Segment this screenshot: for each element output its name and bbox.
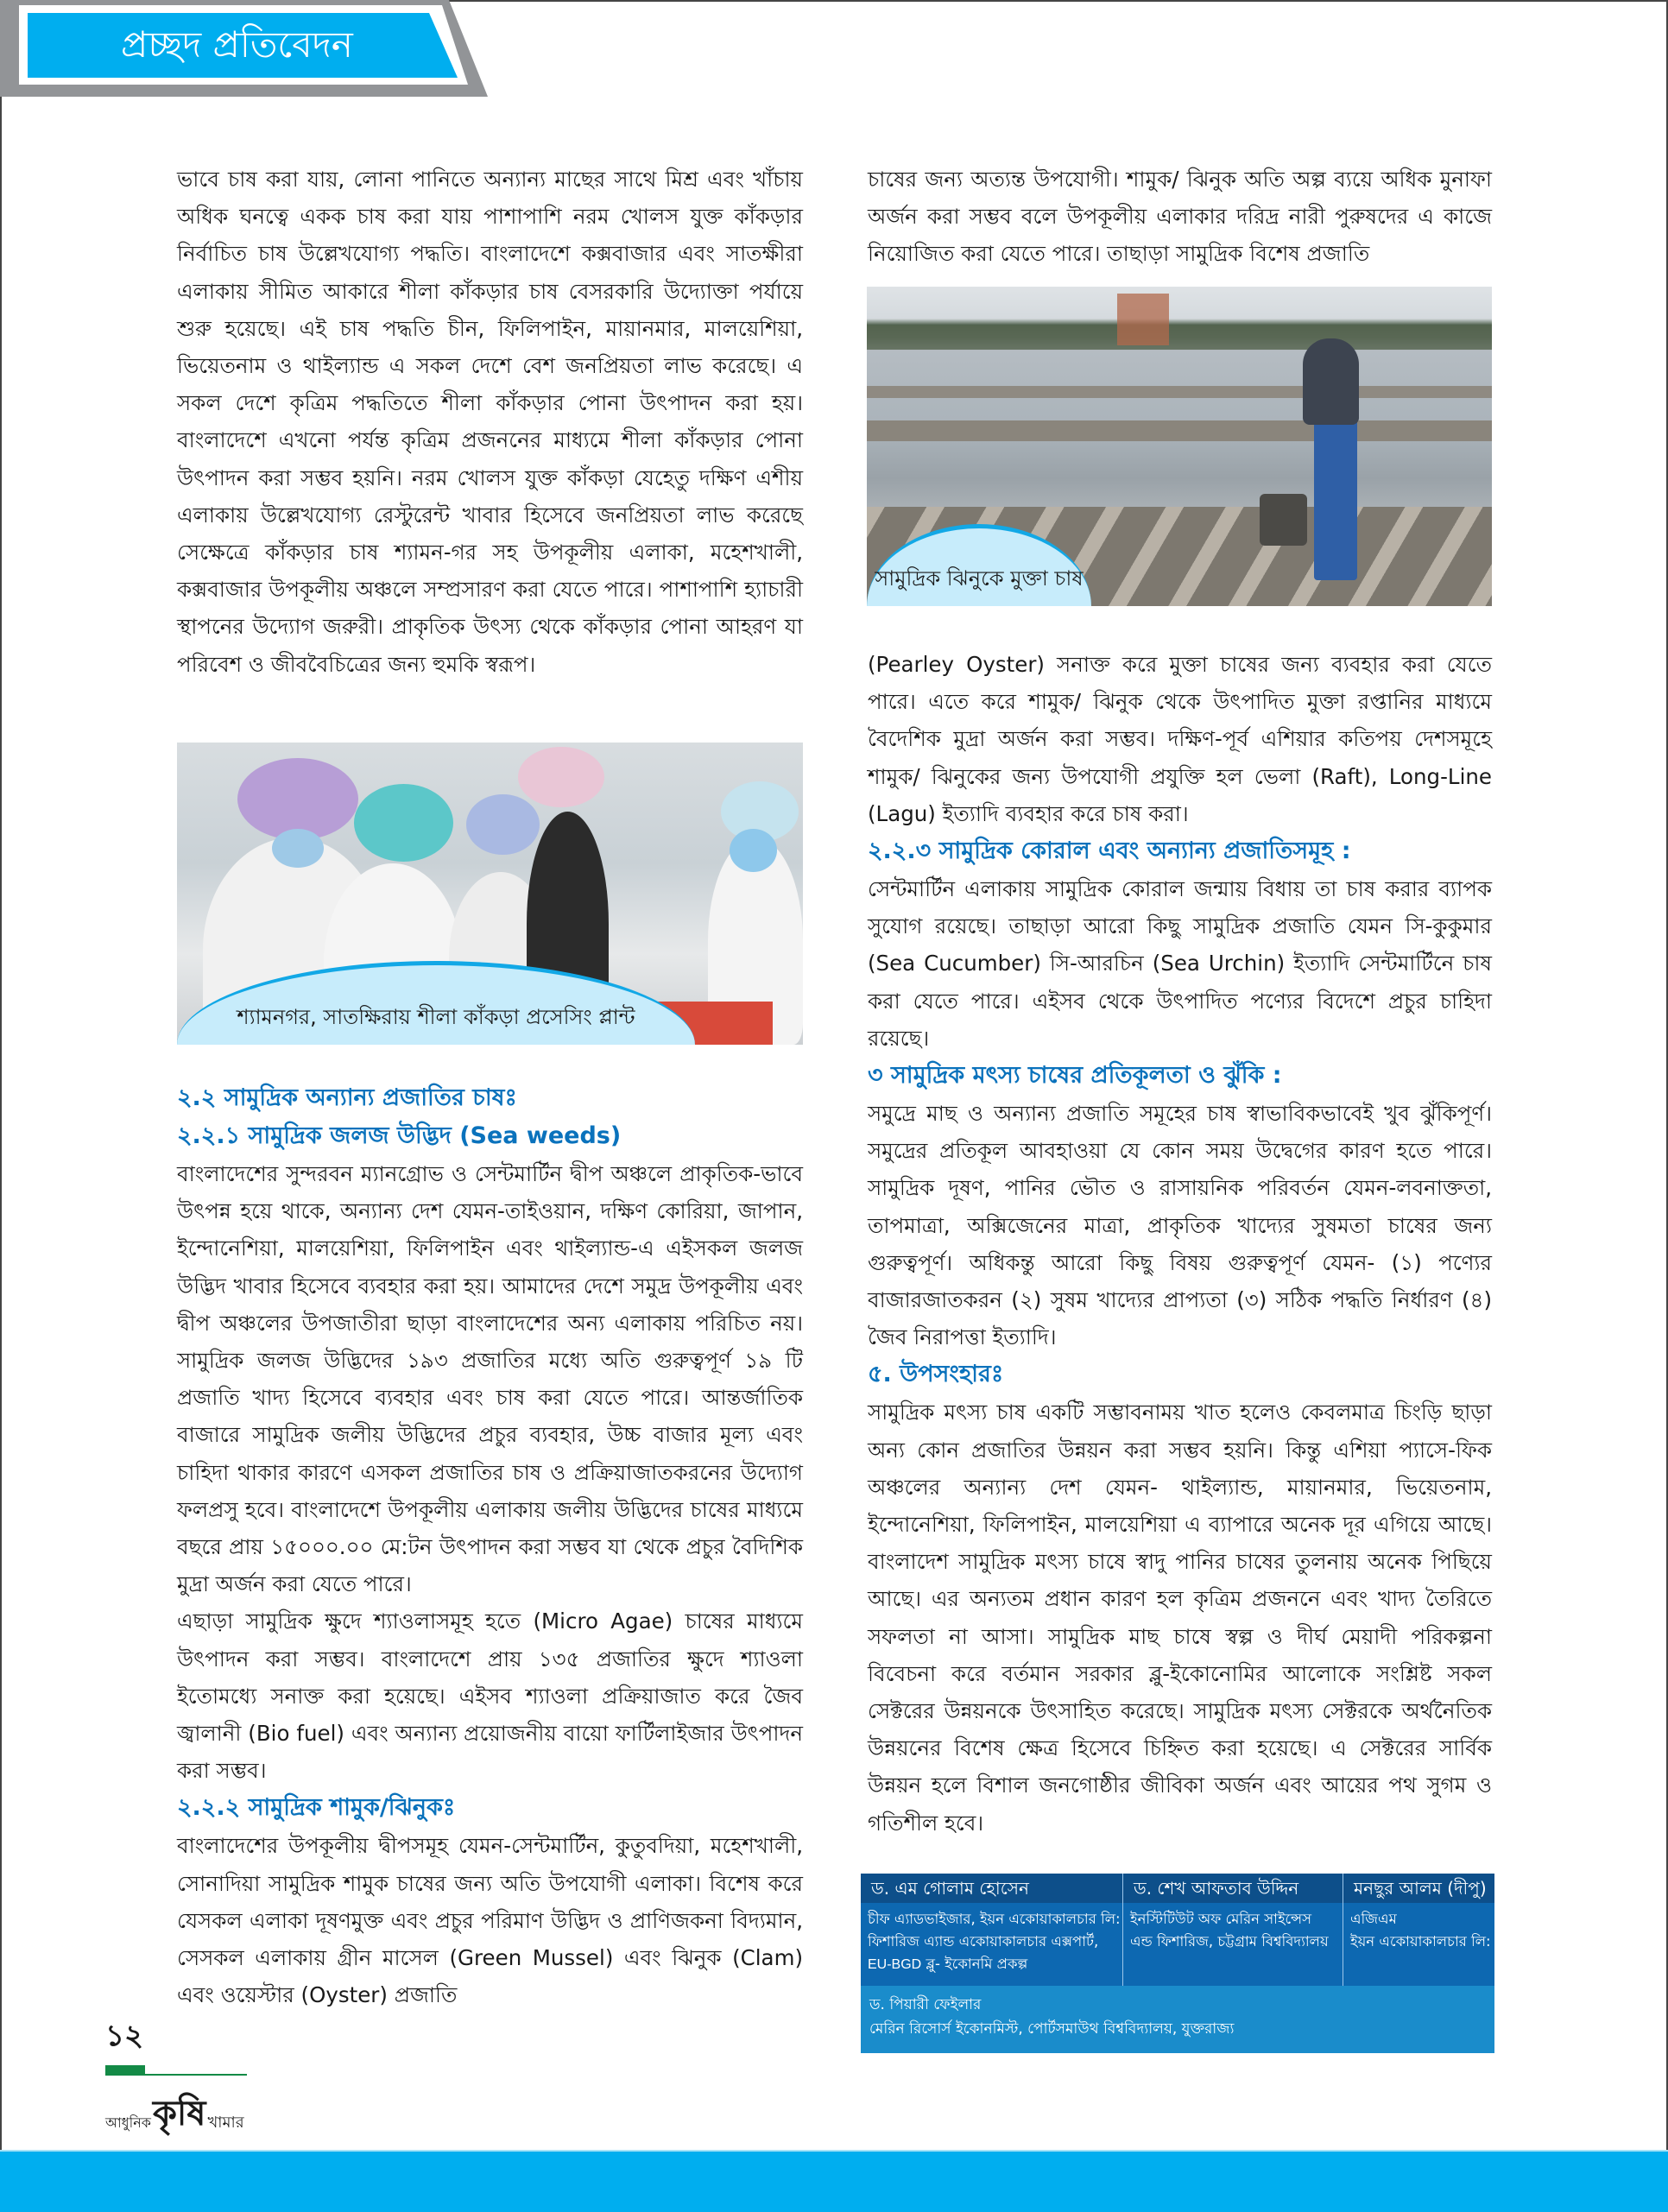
author-role-line: মেরিন রিসোর্স ইকোনমিস্ট, পোর্টসমাউথ বিশ্ববিদ্যালয়, যুক্তরাজ্য bbox=[869, 2020, 1235, 2038]
author-role bbox=[861, 1903, 1123, 1986]
photo-caption: সামুদ্রিক ঝিনুকে মুক্তা চাষ bbox=[875, 566, 1084, 591]
footer-bar bbox=[0, 2150, 1668, 2212]
conclusion-paragraph: সামুদ্রিক মৎস্য চাষ একটি সম্ভাবনাময় খাত হলেও কেবলমাত্র চিংড়ি ছাড়া অন্য কোন প্রজাতির উন্নয়ন করা সম্ভব হয়নি। কিন্তু এশিয়া প্যাসে-ফিক অঞ্চলের অন্যান্য দেশ যেমন- থাইল্যান্ড, মায়ানমার, ভিয়েতনাম, ইন্দোনেশিয়া, ফিলিপাইন, মালয়েশিয়া এ ব্যাপারে অনেক দূর এগিয়ে আছে। বাংলাদেশ সামুদ্রিক মৎস্য চাষে স্বাদু পানির চাষের তুলনায় অনেক পিছিয়ে আছে। এর অন্যতম প্রধান কারণ হল কৃত্রিম প্রজননে এবং খাদ্য তৈরিতে সফলতা না আসা। সামুদ্রিক মাছ চাষে স্বল্প ও দীর্ঘ মেয়াদী পরিকল্পনা বিবেচনা করে বর্তমান সরকার ব্লু-ইকোনোমির আলোকে সংশ্লিষ্ট সকল সেক্টরের উন্নয়নকে উৎসাহিত করেছে। সামুদ্রিক মৎস্য সেক্টরকে অর্থনৈতিক উন্নয়নের বিশেষ ক্ষেত্র হিসেবে চিহ্নিত করা হয়েছে। এ সেক্টরের সার্বিক উন্নয়ন হলে বিশাল জনগোষ্ঠীর জীবিকা অর্জন এবং আয়ের পথ সুগম ও গতিশীল হবে। bbox=[868, 1400, 1492, 1836]
page-number-bar bbox=[105, 2065, 145, 2076]
author-name: ড. শেখ আফতাব উদ্দিন bbox=[1123, 1874, 1343, 1903]
ship bbox=[1117, 294, 1169, 345]
section-title: প্রচ্ছদ প্রতিবেদন bbox=[121, 23, 353, 66]
author-fourth-row bbox=[861, 1986, 1494, 2053]
page-number: ১২ bbox=[105, 2019, 144, 2053]
raft-row bbox=[867, 420, 1492, 441]
author-role-line: এন্ড ফিশারিজ, চট্টগ্রাম বিশ্ববিদ্যালয় bbox=[1130, 1933, 1329, 1950]
seaweed-paragraph-1: বাংলাদেশের সুন্দরবন ম্যানগ্রোভ ও সেন্টমার্টিন দ্বীপ অঞ্চলে প্রাকৃতিক-ভাবে উৎপন্ন হয়ে থাকে, অন্যান্য দেশ যেমন-তাইওয়ান, দক্ষিণ কোরিয়া, জাপান, ইন্দোনেশিয়া, মালয়েশিয়া, ফিলিপাইন এবং থাইল্যান্ড-এ এইসকল জলজ উদ্ভিদ খাবার হিসেবে ব্যবহার করা হয়। আমাদের দেশে সমুদ্র উপকূলীয় এবং দ্বীপ অঞ্চলের উপজাতীরা ছাড়া বাংলাদেশের অন্য এলাকায় পরিচিত নয়। সামুদ্রিক জলজ উদ্ভিদের ১৯৩ প্রজাতির মধ্যে অতি গুরুত্বপূর্ণ ১৯ টি প্রজাতি খাদ্য হিসেবে ব্যবহার এবং চাষ করা যেতে পারে। আন্তর্জাতিক বাজারে সামুদ্রিক জলীয় উদ্ভিদের প্রচুর ব্যবহার, উচ্চ বাজার মূল্য এবং চাহিদা থাকার কারণে এসকল প্রজাতির চাষ ও প্রক্রিয়াজাতকরনের উদ্যোগ ফলপ্রসু হবে। বাংলাদেশে উপকূলীয় এলাকায় জলীয় উদ্ভিদের চাষের মাধ্যমে বছরে প্রায় ১৫০০০.০০ মে:টন উৎপাদন করা সম্ভব যা থেকে প্রচুর বৈদিশিক মুদ্রা অর্জন করা যেতে পারে। bbox=[177, 1161, 803, 1597]
author-names-row bbox=[861, 1874, 1494, 1903]
author-role bbox=[1123, 1903, 1343, 1986]
seaweed-paragraph-2: এছাড়া সামুদ্রিক ক্ষুদে শ্যাওলাসমূহ হতে (Micro Agae) চাষের মাধ্যমে উৎপাদন করা সম্ভব। বাংলাদেশে প্রায় ১৩৫ প্রজাতির ক্ষুদে শ্যাওলা ইতোমধ্যে সনাক্ত করা হয়েছে। এইসব শ্যাওলা প্রক্রিয়াজাত করে জৈব জ্বালানী (Bio fuel) এবং অন্যান্য প্রয়োজনীয় বায়ো ফার্টিলাইজার উৎপাদন করা সম্ভব। bbox=[177, 1608, 803, 1784]
page-number-rule bbox=[145, 2074, 247, 2076]
coral-paragraph: সেন্টমার্টিন এলাকায় সামুদ্রিক কোরাল জন্মায় বিধায় তা চাষ করার ব্যাপক সুযোগ রয়েছে। তাছাড়া আরো কিছু সামুদ্রিক প্রজাতি যেমন সি-কুকুমার (Sea Cucumber) সি-আরচিন (Sea Urchin) ইত্যাদি সেন্টমার্টিনে চাষ করা যেতে পারে। এইসব থেকে উৎপাদিত পণ্যের বিদেশে প্রচুর চাহিদা রয়েছে। bbox=[868, 876, 1492, 1051]
left-column-sections bbox=[177, 1079, 803, 2013]
raft-row bbox=[867, 386, 1492, 398]
author-name: ড. পিয়ারী ফেইলার bbox=[869, 1996, 982, 2013]
section-heading-2-2: ২.২ সামুদ্রিক অন্যান্য প্রজাতির চাষঃ bbox=[177, 1084, 517, 1111]
risk-paragraph: সমুদ্রে মাছ ও অন্যান্য প্রজাতি সমূহের চাষ স্বাভাবিকভাবেই খুব ঝুঁকিপূর্ণ। সমুদ্রের প্রতিকূল আবহাওয়া যে কোন সময় উদ্বেগের কারণ হতে পারে। সামুদ্রিক দূষণ, পানির ভৌত ও রাসায়নিক পরিবর্তন যেমন-লবনাক্ততা, তাপমাত্রা, অক্সিজেনের মাত্রা, প্রাকৃতিক খাদ্যের সুষমতা চাষের জন্য গুরুত্বপূর্ণ। অধিকন্তু আরো কিছু বিষয় গুরুত্বপূর্ণ যেমন- (১) পণ্যের বাজারজাতকরন (২) সুষম খাদ্যের প্রাপ্যতা (৩) সঠিক পদ্ধতি নির্ধারণ (৪) জৈব নিরাপত্তা ইত্যাদি। bbox=[868, 1101, 1492, 1350]
logo-prefix: আধুনিক bbox=[105, 2114, 151, 2131]
section-heading-2-2-1: ২.২.১ সামুদ্রিক জলজ উদ্ভিদ (Sea weeds) bbox=[177, 1122, 622, 1149]
hairnet bbox=[466, 794, 540, 855]
right-top-paragraph: চাষের জন্য অত্যন্ত উপযোগী। শামুক/ ঝিনুক অতি অল্প ব্যয়ে অধিক মুনাফা অর্জন করা সম্ভব বলে উপকূলীয় এলাকার দরিদ্র নারী পুরুষদের এ কাজে নিয়োজিত করা যেতে পারে। তাছাড়া সামুদ্রিক বিশেষ প্রজাতি bbox=[868, 167, 1492, 267]
logo-suffix: খামার bbox=[207, 2114, 244, 2132]
author-role-line: ফিশারিজ এ্যান্ড একোয়াকালচার এক্সপার্ট, bbox=[868, 1933, 1099, 1950]
author-name: ড. এম গোলাম হোসেন bbox=[861, 1874, 1123, 1903]
fisherman-jacket bbox=[1303, 338, 1359, 425]
hairnet bbox=[354, 784, 453, 862]
page-border-left bbox=[0, 0, 2, 2210]
right-column-sections bbox=[868, 646, 1492, 1842]
left-column-intro bbox=[177, 161, 803, 683]
author-role-line: এজিএম bbox=[1350, 1911, 1397, 1927]
author-role-line bbox=[868, 1953, 1122, 1976]
logo-main: কৃষি bbox=[152, 2094, 206, 2133]
section-heading-3: ৩ সামুদ্রিক মৎস্য চাষের প্রতিকূলতা ও ঝুঁকি : bbox=[868, 1062, 1282, 1090]
right-column-top bbox=[868, 161, 1492, 273]
author-roles-row bbox=[861, 1903, 1494, 1986]
hairnet bbox=[237, 758, 358, 840]
section-heading-2-2-3: ২.২.৩ সামুদ্রিক কোরাল এবং অন্যান্য প্রজাতিসমূহ : bbox=[868, 837, 1351, 865]
oyster-net-basket bbox=[1260, 494, 1307, 546]
face-mask bbox=[730, 829, 777, 872]
author-role-prefix: EU-BGD bbox=[868, 1957, 922, 1972]
face-mask bbox=[272, 829, 324, 868]
author-role-suffix: ব্লু- ইকোনমি প্রকল্প bbox=[921, 1956, 1028, 1972]
hairnet bbox=[518, 747, 604, 807]
pearl-farming-photo bbox=[867, 287, 1492, 606]
pearl-paragraph: (Pearley Oyster) সনাক্ত করে মুক্তা চাষের জন্য ব্যবহার করা যেতে পারে। এতে করে শামুক/ ঝিনুক থেকে উৎপাদিত মুক্তা রপ্তানির মাধ্যমে বৈদেশিক মুদ্রা অর্জন করা সম্ভব। দক্ষিণ-পূর্ব এশিয়ার কতিপয় দেশসমূহে শামুক/ ঝিনুকের জন্য উপযোগী প্রযুক্তি হল ভেলা (Raft), Long-Line (Lagu) ইত্যাদি ব্যবহার করে চাষ করা। bbox=[868, 652, 1492, 826]
section-heading-2-2-2: ২.২.২ সামুদ্রিক শামুক/ঝিনুকঃ bbox=[177, 1794, 456, 1822]
authors-box bbox=[861, 1874, 1494, 2053]
magazine-logo bbox=[105, 2089, 244, 2133]
mollusc-paragraph: বাংলাদেশের উপকূলীয় দ্বীপসমূহ যেমন-সেন্টমার্টিন, কুতুবদিয়া, মহেশখালী, সোনাদিয়া সামুদ্রিক শামুক চাষের জন্য অতি উপযোগী এলাকা। বিশেষ করে যেসকল এলাকা দূষণমুক্ত এবং প্রচুর পরিমাণ উদ্ভিদ ও প্রাণিজকনা বিদ্যমান, সেসকল এলাকায় গ্রীন মাসেল (Green Mussel) এবং ঝিনুক (Clam) এবং ওয়েস্টার (Oyster) প্রজাতি bbox=[177, 1833, 803, 2008]
author-role-line: ইয়ন একোয়াকালচার লি: bbox=[1350, 1933, 1491, 1950]
author-role-line: চীফ এ্যাডভাইজার, ইয়ন একোয়াকালচার লি: bbox=[868, 1911, 1121, 1927]
section-heading-5: ৫. উপসংহারঃ bbox=[868, 1361, 1004, 1388]
author-role bbox=[1343, 1903, 1494, 1986]
shoreline-trees bbox=[867, 325, 1492, 350]
crab-processing-photo bbox=[177, 743, 803, 1045]
author-name: মনছুর আলম (দীপু) bbox=[1354, 1878, 1487, 1899]
photo-caption: শ্যামনগর, সাতক্ষিরায় শীলা কাঁকড়া প্রসেসিং প্লান্ট bbox=[237, 1005, 635, 1029]
author-role-line: ইনস্টিটিউট অফ মেরিন সাইন্সেস bbox=[1130, 1911, 1312, 1927]
intro-paragraph: ভাবে চাষ করা যায়, লোনা পানিতে অন্যান্য মাছের সাথে মিশ্র এবং খাঁচায় অধিক ঘনত্বে একক চাষ করা যায় পাশাপাশি নরম খোলস যুক্ত কাঁকড়ার নির্বাচিত চাষ উল্লেখযোগ্য পদ্ধতি। বাংলাদেশে কক্সবাজার এবং সাতক্ষীরা এলাকায় সীমিত আকারে শীলা কাঁকড়ার চাষ বেসরকারি উদ্যোক্তা পর্যায়ে শুরু হয়েছে। এই চাষ পদ্ধতি চীন, ফিলিপাইন, মায়ানমার, মালয়েশিয়া, ভিয়েতনাম ও থাইল্যান্ড এ সকল দেশে বেশ জনপ্রিয়তা লাভ করেছে। এ সকল দেশে কৃত্রিম পদ্ধতিতে শীলা কাঁকড়ার পোনা উৎপাদন করা হয়। বাংলাদেশে এখনো পর্যন্ত কৃত্রিম প্রজননের মাধ্যমে শীলা কাঁকড়ার পোনা উৎপাদন করা সম্ভব হয়নি। নরম খোলস যুক্ত কাঁকড়া যেহেতু দক্ষিণ এশীয় এলাকায় উল্লেখযোগ্য রেস্টুরেন্ট খাবার হিসেবে জনপ্রিয়তা লাভ করেছে সেক্ষেত্রে কাঁকড়ার চাষ শ্যামন-গর সহ উপকূলীয় এলাকা, মহেশখালী, কক্সবাজার উপকূলীয় অঞ্চলে সম্প্রসারণ করা যেতে পারে। পাশাপাশি হ্যাচারী স্থাপনের উদ্যোগ জরুরী। প্রাকৃতিক উৎস্য থেকে কাঁকড়ার পোনা আহরণ যা পরিবেশ ও জীববৈচিত্রের জন্য হুমকি স্বরূপ। bbox=[177, 167, 803, 677]
